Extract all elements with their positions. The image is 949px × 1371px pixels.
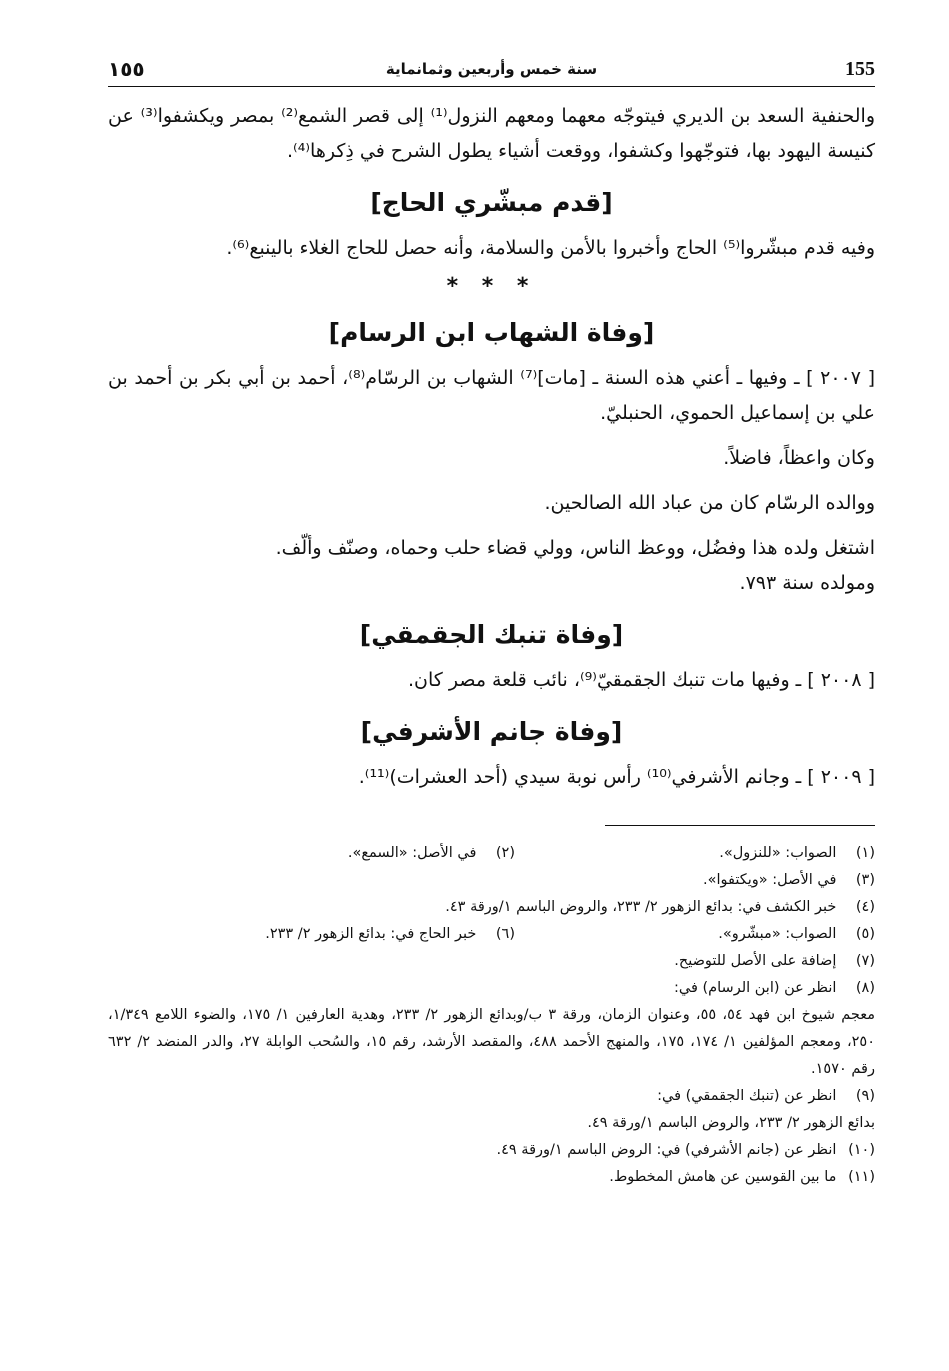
footnote-9 xyxy=(657,1083,875,1110)
footnote-9-continuation: بدائع الزهور ٢/ ٢٣٣، والروض الباسم ١/ورقة ٤٩. xyxy=(587,1115,875,1131)
footnote-number: (٦) xyxy=(495,926,515,942)
footnote-number: (١٠) xyxy=(848,1142,875,1158)
page-header xyxy=(108,52,875,87)
heading-death-tanbak: [وفاة تنبك الجقمقي] xyxy=(359,620,624,649)
footnote-7 xyxy=(674,948,875,975)
footnote-6 xyxy=(265,921,515,948)
footnote-number: (٢) xyxy=(495,845,515,861)
entry-2008: [ ٢٠٠٨ ] ـ وفيها مات تنبك الجقمقيّ⁽⁹⁾، نائب قلعة مصر كان. xyxy=(408,669,875,691)
entry-2007: [ ٢٠٠٧ ] ـ وفيها ـ أعني هذه السنة ـ [مات]⁽⁷⁾ الشهاب بن الرسّام⁽⁸⁾، أحمد بن أبي بكر بن أحمد بن علي بن إسماعيل الحموي، الحنبليّ. xyxy=(108,367,875,424)
footnote-text: الصواب: «للنزول». xyxy=(719,845,837,861)
footnote-2 xyxy=(348,840,515,867)
footnote-row xyxy=(108,948,875,975)
footnote-text: ما بين القوسين عن هامش المخطوط. xyxy=(609,1169,837,1185)
footnote-text: انظر عن (ابن الرسام) في: xyxy=(673,980,837,996)
footnote-8 xyxy=(674,975,875,1002)
footnote-text: الصواب: «مبشّرو». xyxy=(718,926,837,942)
footnote-number: (٧) xyxy=(855,953,875,969)
footnote-text: انظر عن (تنبك الجقمقي) في: xyxy=(657,1088,837,1104)
paragraph-4: وكان واعظاً، فاضلاً. xyxy=(723,447,875,469)
paragraph-7: ومولده سنة ٧٩٣. xyxy=(739,572,875,594)
footnote-8-continuation: معجم شيوخ ابن فهد ٥٤، ٥٥، وعنوان الزمان، ورقة ٣ ب/وبدائع الزهور ٢/ ٢٣٣، وهدية العارفين ١/ ١٧٥، والضوء اللامع ١/٣٤٩، ٢٥٠، ومعجم المؤلفين ١/ ١٧٤، ١٧٥، والمنهج الأحمد ٤٨٨، والمقصد الأرشد، رقم ١٥، والسُحب الوابلة ٢٧، والدر المنضد ٢/ ٦٣٢ رقم ١٥٧٠. xyxy=(108,1007,876,1077)
footnote-row xyxy=(108,867,875,894)
footnotes xyxy=(108,840,875,1191)
heading-death-shihab: [وفاة الشهاب ابن الرسام] xyxy=(328,318,655,347)
heading-death-janim: [وفاة جانم الأشرفي] xyxy=(360,717,623,746)
paragraph-2: وفيه قدم مبشّروا⁽⁵⁾ الحاج وأخبروا بالأمن والسلامة، وأنه حصل للحاج الغلاء بالينبع⁽⁶⁾. xyxy=(226,237,875,259)
heading-pilgrims-heralds: [قدم مبشّري الحاج] xyxy=(370,188,613,217)
page-number-arabic: ١٥٥ xyxy=(108,57,145,81)
footnote-row xyxy=(108,1137,875,1164)
running-title: سنة خمس وأربعين وثمانماية xyxy=(385,60,598,78)
footnote-separator xyxy=(605,825,875,826)
footnote-10 xyxy=(497,1137,876,1164)
paragraph-5: ووالده الرسّام كان من عباد الله الصالحين. xyxy=(544,492,875,514)
footnote-3 xyxy=(703,867,875,894)
footnote-number: (٩) xyxy=(855,1088,875,1104)
footnote-text: خبر الكشف في: بدائع الزهور ٢/ ٢٣٣، والروض الباسم ١/ورقة ٤٣. xyxy=(445,899,837,915)
footnote-row xyxy=(108,840,875,867)
footnote-number: (٣) xyxy=(855,872,875,888)
paragraph-6: اشتغل ولده هذا وفضُل، ووعظ الناس، وولي قضاء حلب وحماه، وصنّف وألّف. xyxy=(275,537,875,559)
footnote-row xyxy=(108,894,875,921)
footnote-number: (١) xyxy=(855,845,875,861)
footnote-1 xyxy=(515,840,875,867)
footnote-number: (٤) xyxy=(855,899,875,915)
footnote-text: انظر عن (جانم الأشرفي) في: الروض الباسم ١/ورقة ٤٩. xyxy=(496,1142,837,1158)
footnote-text: في الأصل: «ويكتفوا». xyxy=(703,872,837,888)
footnote-number: (١١) xyxy=(848,1169,875,1185)
footnote-row xyxy=(108,921,875,948)
footnote-row xyxy=(108,1164,875,1191)
footnote-4 xyxy=(445,894,875,921)
paragraph-1: والحنفية السعد بن الديري فيتوجّه معهما ومعهم النزول⁽¹⁾ إلى قصر الشمع⁽²⁾ بمصر ويكشفوا⁽³⁾ عن كنيسة اليهود بها، فتوجّهوا وكشفوا، ووقعت أشياء يطول الشرح في ذِكرها⁽⁴⁾. xyxy=(108,105,875,162)
footnote-row xyxy=(108,1083,875,1110)
footnote-row xyxy=(108,975,875,1002)
entry-2009: [ ٢٠٠٩ ] ـ وجانم الأشرفي⁽¹⁰⁾ رأس نوبة سيدي (أحد العشرات)⁽¹¹⁾. xyxy=(358,766,875,788)
section-divider-stars: * * * xyxy=(446,274,537,299)
footnote-number: (٥) xyxy=(855,926,875,942)
footnote-5 xyxy=(515,921,875,948)
footnote-text: إضافة على الأصل للتوضيح. xyxy=(674,953,837,969)
footnote-number: (٨) xyxy=(855,980,875,996)
footnote-text: خبر الحاج في: بدائع الزهور ٢/ ٢٣٣. xyxy=(265,926,477,942)
footnote-text: في الأصل: «السمع». xyxy=(347,845,477,861)
main-text xyxy=(108,99,875,1191)
page-number-latin: 155 xyxy=(845,57,875,80)
footnote-11 xyxy=(609,1164,875,1191)
